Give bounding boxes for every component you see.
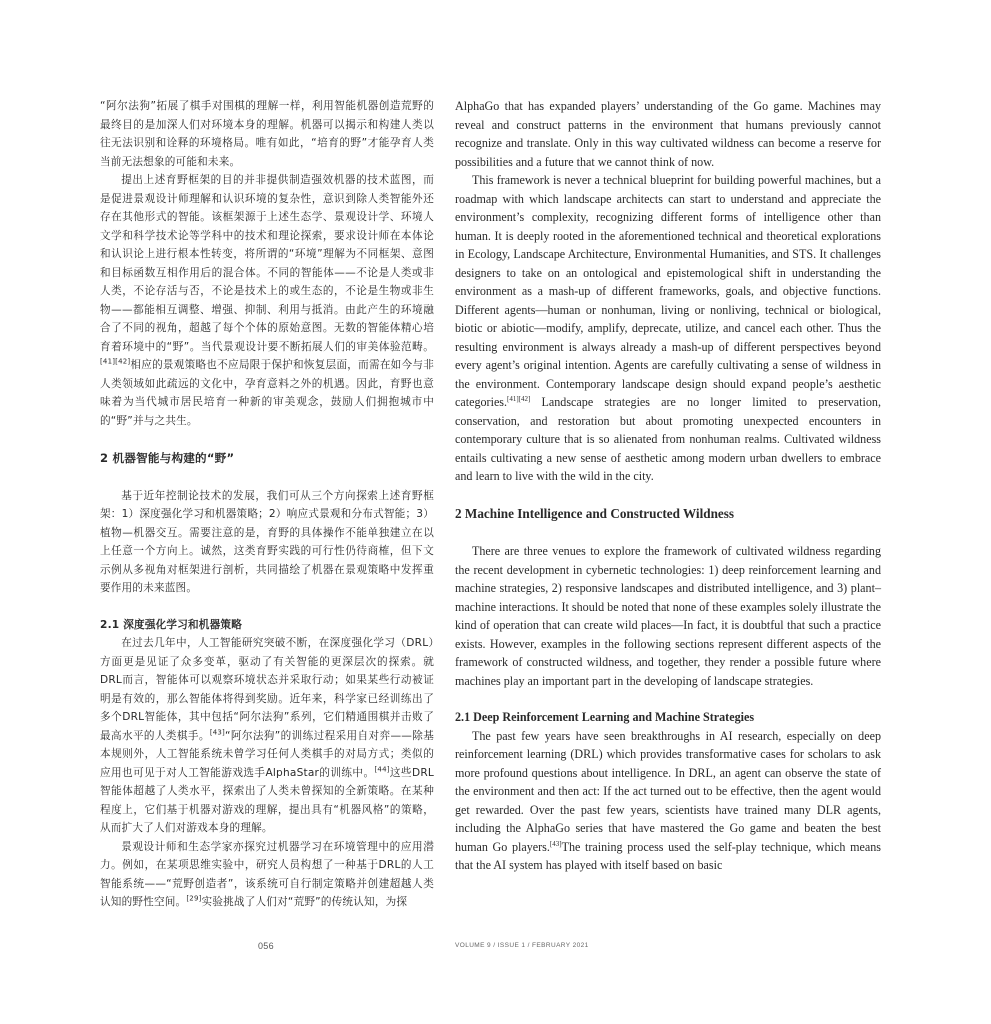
en-subsection-heading: 2.1 Deep Reinforcement Learning and Machine Strategies (455, 710, 755, 724)
zh-section-heading: 2 机器智能与构建的“野” (100, 451, 235, 465)
zh-paragraph: “阿尔法狗”拓展了棋手对围棋的理解一样，利用智能机器创造荒野的最终目的是加深人们对环境本身的理解。机器可以揭示和构建人类以往无法识别和诠释的环境格局。唯有如此，“培育的野”才能孕育人类当前无法想象的可能和未来。 (100, 100, 434, 168)
citation: [41][42] (507, 394, 531, 403)
zh-paragraph: 景观设计师和生态学家亦探究过机器学习在环境管理中的应用潜力。例如，在某项思维实验中，研究人员构想了一种基于DRL的人工智能系统——“荒野创造者”，该系统可自行制定策略并创建超越人类认知的野性空间。[29]实验挑战了人们对“荒野”的传统认知，为探 (100, 840, 434, 908)
citation: [29] (186, 894, 202, 903)
citation: [44] (374, 764, 390, 773)
issue-info: VOLUME 9 / ISSUE 1 / FEBRUARY 2021 (455, 942, 589, 949)
english-column (455, 97, 881, 875)
citation: [43] (549, 839, 562, 848)
chinese-column (100, 97, 434, 912)
en-paragraph: AlphaGo that has expanded players’ understanding of the Go game. Machines may reveal and construct patterns in the environment that humans previously cannot recognize and translate. Only in this way cultivated wildness can become a reserve for possibilities and a future that we cannot think of now. (455, 99, 881, 169)
page-number: 056 (258, 941, 274, 951)
zh-paragraph: 提出上述育野框架的目的并非提供制造强效机器的技术蓝图，而是促进景观设计师理解和认识环境的复杂性，意识到除人类智能外还存在其他形式的智能。该框架源于上述生态学、景观设计学、环境人文学和科学技术论等学科中的技术和理论探索，要求设计师在本体论和认识论上进行根本性转变，将所谓的“环境”理解为不同框架、意图和目标函数互相作用后的混合体。不同的智能体——不论是人类或非人类，不论存活与否，不论是技术上的或生态的，不论是生物或非生物——都能相互调整、增强、抑制、利用与抵消。由此产生的环境融合了不同的视角，超越了每个个体的原始意图。无数的智能体精心培育着环境中的“野”。当代景观设计要不断拓展人们的审美体验范畴。[41][42]相应的景观策略也不应局限于保护和恢复层面，而需在如今与非人类领域如此疏远的文化中，孕育意料之外的机遇。因此，育野也意味着为当代城市居民培育一种新的审美观念，鼓励人们拥抱城市中的“野”并与之共生。 (100, 174, 434, 427)
citation: [41][42] (100, 357, 131, 366)
zh-paragraph: 基于近年控制论技术的发展，我们可从三个方向探索上述育野框架：1）深度强化学习和机器策略；2）响应式景观和分布式智能；3）植物—机器交互。需要注意的是，育野的具体操作不能单独建立在以上任意一个方向上。诚然，这类育野实践的可行性仍待商榷，但下文示例从多视角对框架进行剖析，共同描绘了机器在景观策略中发挥重要作用的未来蓝图。 (100, 489, 434, 594)
citation: [43] (209, 727, 225, 736)
zh-subsection-heading: 2.1 深度强化学习和机器策略 (100, 618, 242, 631)
en-paragraph: The past few years have seen breakthroughs in AI research, especially on deep reinforcement learning (DRL) which provides transformative cases for scholars to ask more profound questions about intelligence. In DRL, an agent can observe the state of the environment and then act: If the act turned out to be effective, then the agent would get rewarded. Over the past few years, scientists have trained many DLR agents, including the AlphaGo series that have mastered the Go game and beaten the best human Go players.[43]The training process used the self-play technique, which means that the AI system has played with itself based on basic (455, 728, 881, 872)
en-paragraph: There are three venues to explore the framework of cultivated wildness regarding the recent development in cybernetic technologies: 1) deep reinforcement learning and machine strategies, 2) responsive landscapes and distributed intelligence, and 3) plant–machine interactions. It should be noted that none of these examples solely illustrate the kind of operation that can create wild places—In fact, it is doubtful that such a practice exists. However, examples in the following sections represent different aspects of the framework of constructed wildness, and together, they render a possible future where machines play an important part in the developing of landscape strategies. (455, 544, 881, 688)
zh-paragraph: 在过去几年中，人工智能研究突破不断，在深度强化学习（DRL）方面更是见证了众多变革，驱动了有关智能的更深层次的探索。就DRL而言，智能体可以观察环境状态并采取行动；如果某些行动被证明是有效的，那么智能体将得到奖励。近年来，科学家已经训练出了多个DRL智能体，其中包括“阿尔法狗”系列，它们精通围棋并击败了最高水平的人类棋手。[43]“阿尔法狗”的训练过程采用自对弈——除基本规则外，人工智能系统未曾学习任何人类棋手的对局方式；类似的应用也可见于对人工智能游戏选手AlphaStar的训练中。[44]这些DRL智能体超越了人类水平，探索出了人类未曾探知的全新策略。在某种程度上，它们基于机器对游戏的理解，提出具有“机器风格”的策略，从而扩大了人们对游戏本身的理解。 (100, 637, 435, 834)
en-paragraph: This framework is never a technical blueprint for building powerful machines, but a roadmap with which landscape architects can start to understand and appreciate the environment’s complexity, recognizing different forms of intelligence other than human. It is deeply rooted in the aforementioned technical and theoretical explorations in Ecology, Landscape Architecture, Environmental Humanities, and STS. It challenges designers to take on an ontological and epistemological shift in understanding the environment as a mash-up of different frameworks, goals, and objective functions. Different agents—human or nonhuman, living or nonliving, technical or biological, biotic or abiotic—modify, amplify, deprecate, utilize, and cancel each other. Thus the resulting environment is always already a mash-up of different perspectives beyond every agent’s original intention. Agents are carefully cultivating a sense of wildness in the environment. Contemporary landscape design should expand people’s aesthetic categories.[41][42] Landscape strategies are no longer limited to preservation, conservation, and restoration but about promoting unexpected encounters in contemporary culture that is so alienated from nonhuman realms. Cultivated wildness entails cultivating a new sense of aesthetic among modern urban dwellers to embrace and learn to live with the wild in the city. (455, 173, 881, 483)
en-section-heading: 2 Machine Intelligence and Constructed Wildness (455, 505, 735, 521)
